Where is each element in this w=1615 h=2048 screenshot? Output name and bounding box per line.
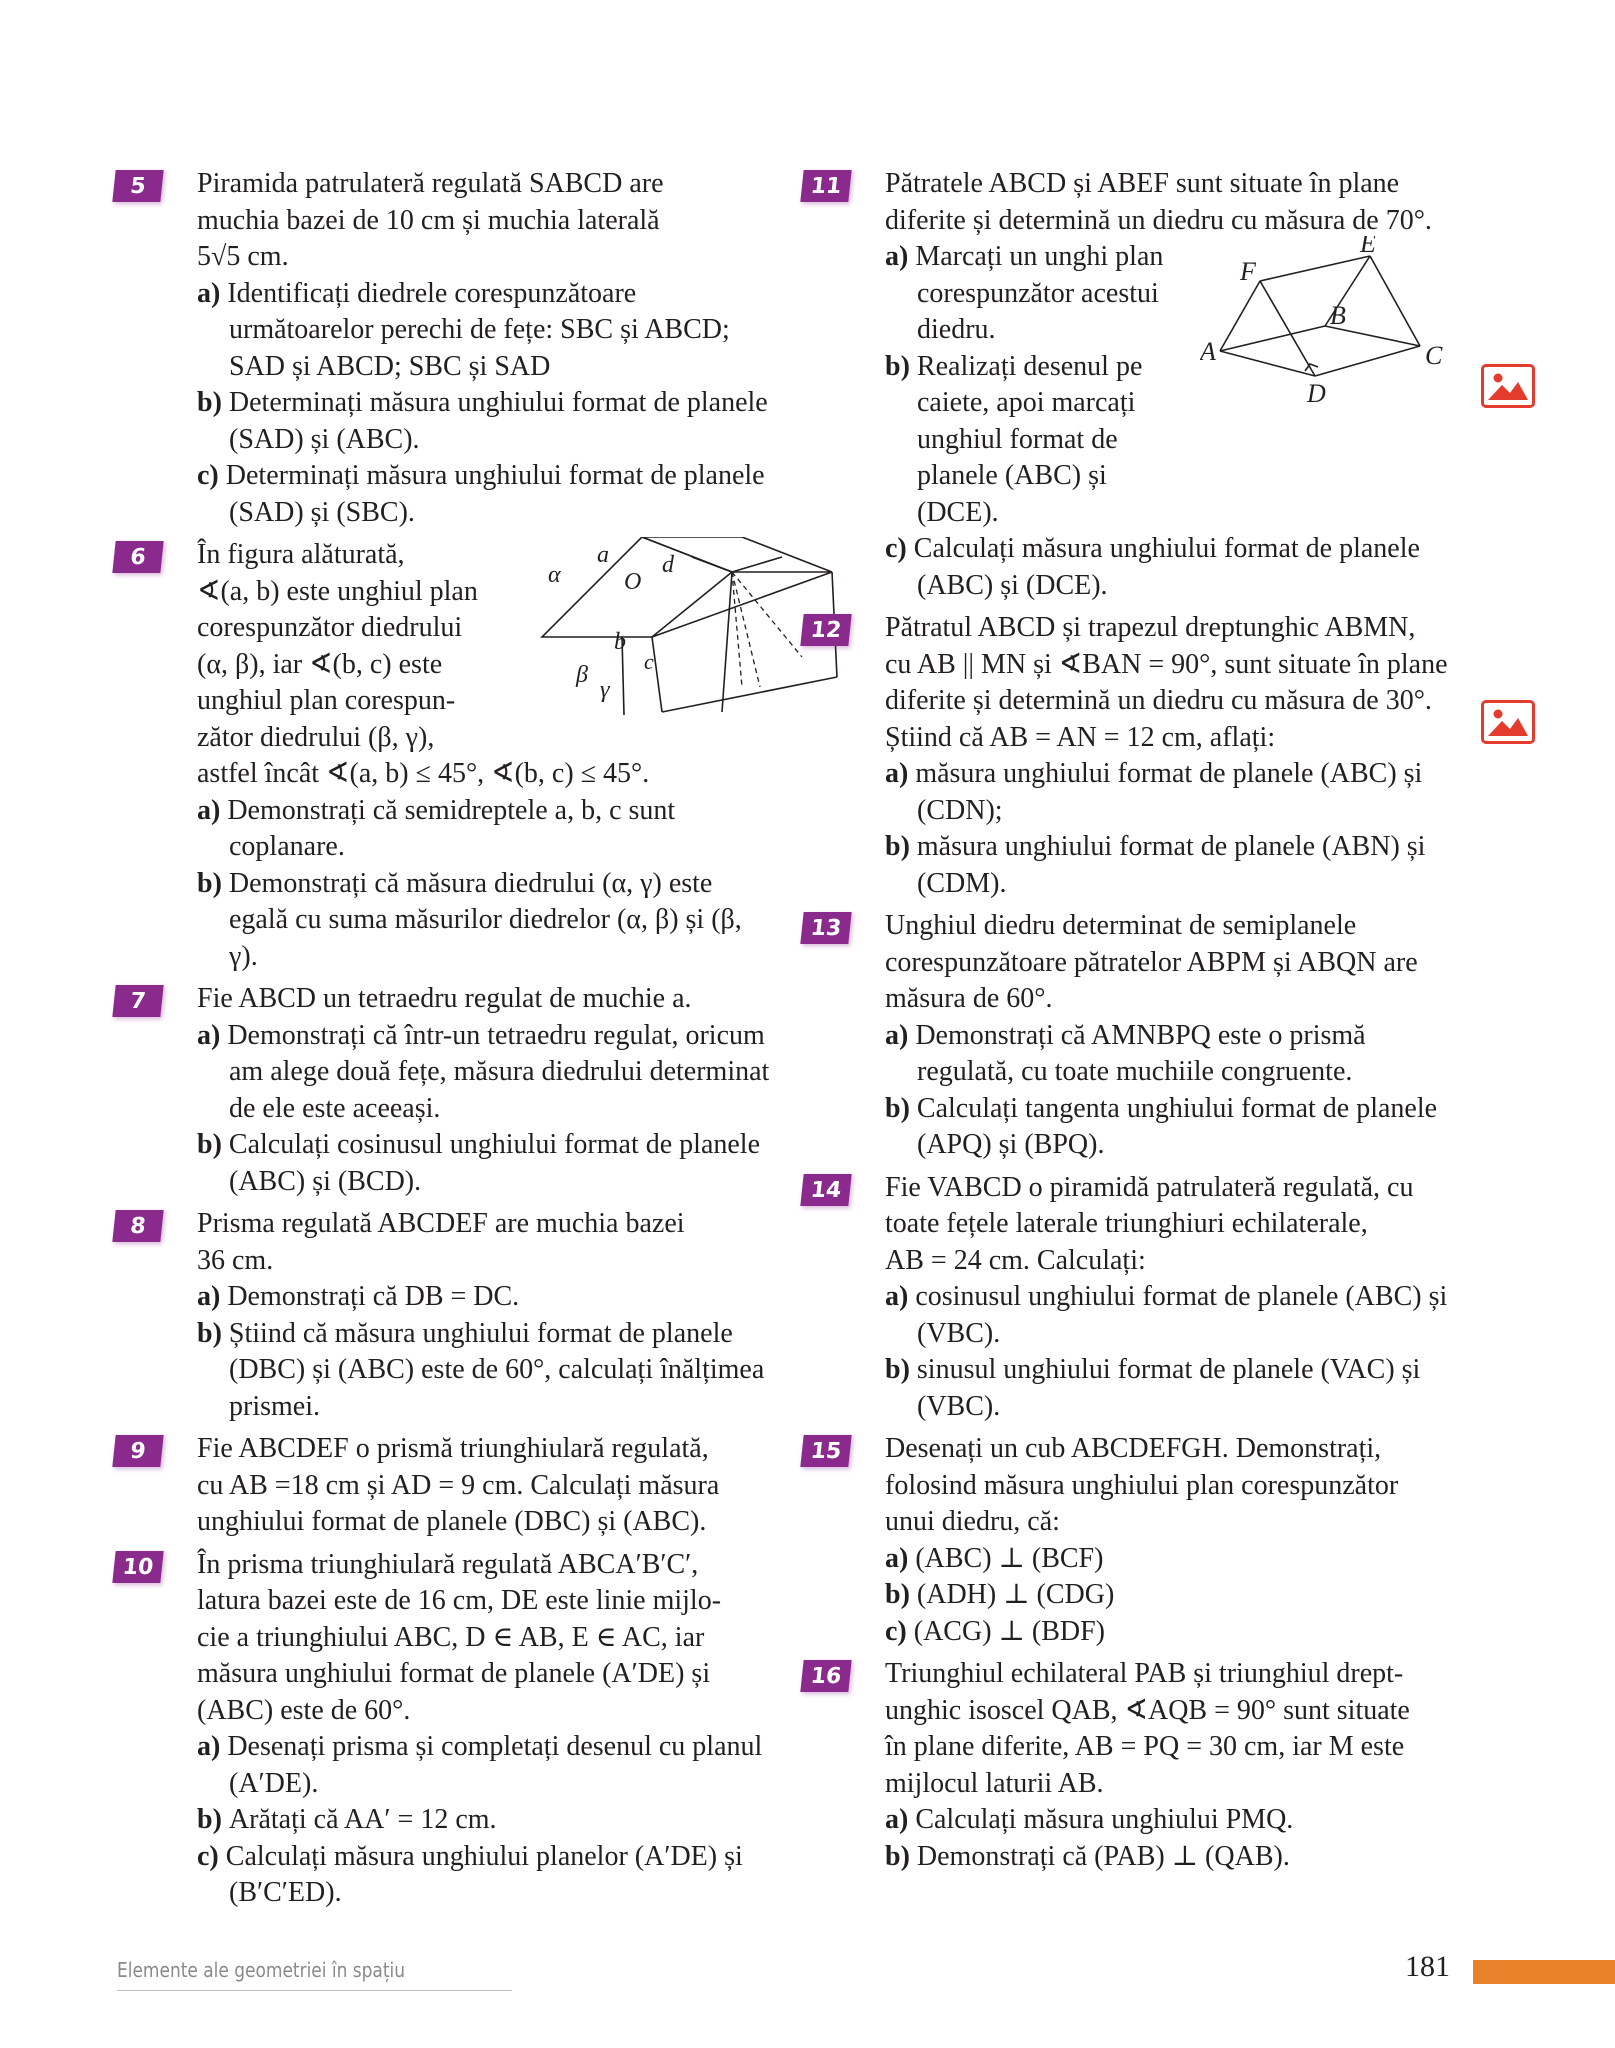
exercise-text: mijlocul laturii AB. [885,1767,1104,1799]
figure-label: α [548,562,561,588]
exercise-subpoint: b) sinusul unghiului format de planele (VAC) și (VBC). [885,1354,1421,1422]
exercise-text: 36 cm. [197,1244,274,1276]
exercise-number-badge: 5 [112,170,163,202]
exercise-text: corespunzătoare pătratelor ABPM și ABQN are [885,946,1418,978]
exercise-subpoint: b) Demonstrați că (PAB) ⊥ (QAB). [885,1840,1290,1872]
exercise-8 [112,1206,777,1425]
exercise-13 [800,908,1465,1164]
subpoint-letter: b) [885,1092,917,1124]
exercise-subpoint: c) (ACG) ⊥ (BDF) [885,1615,1105,1647]
exercise-text: Fie ABCD un tetraedru regulat de muchie a. [197,983,692,1014]
exercise-subpoint: a) Demonstrați că AMNBPQ este o prismă regulată, cu toate muchiile congruente. [885,1019,1366,1087]
exercise-text: (α, β), iar ∢(b, c) este [197,648,443,680]
figure-label: C [1425,341,1443,370]
exercise-number-badge: 15 [800,1435,851,1467]
exercise-text: (ABC) este de 60°. [197,1694,411,1726]
exercise-text: Unghiul diedru determinat de semiplanele [885,910,1357,941]
subpoint-letter: b) [197,867,229,899]
exercise-10 [112,1547,777,1912]
exercise-subpoint: a) Desenați prisma și completați desenul cu planul (A′DE). [197,1731,763,1799]
exercise-text: Pătratul ABCD și trapezul dreptunghic ABMN, [885,612,1416,643]
page-accent-bar [1473,1960,1615,1984]
subpoint-letter: a) [197,1731,228,1762]
exercise-text: Piramida patrulateră regulată SABCD are [197,168,664,199]
exercise-text: toate fețele laterale triunghiuri echilaterale, [885,1208,1368,1239]
exercise-text: cu AB || MN și ∢BAN = 90°, sunt situate în plane [885,648,1448,680]
exercise-15 [800,1431,1465,1650]
footer-divider [117,1990,512,1991]
subpoint-letter: b) [197,1129,229,1160]
exercise-text: diferite și determină un diedru cu măsura de 70°. [885,204,1432,236]
figure-label: γ [600,677,610,703]
exercise-subpoint: a) Demonstrați că DB = DC. [197,1281,520,1312]
exercise-text: corespunzător diedrului [197,612,463,643]
exercise-subpoint: a) (ABC) ⊥ (BCF) [885,1542,1104,1574]
exercise-subpoint: a) Demonstrați că semidreptele a, b, c sunt coplanare. [197,794,676,862]
subpoint-letter: a) [885,758,916,789]
exercise-number-badge: 12 [800,614,851,646]
exercise-subpoint: b) Demonstrați că măsura diedrului (α, γ) este egală cu suma măsurilor diedrelor (α, β) și (β, γ). [197,867,742,972]
figure-label: a [597,542,609,568]
subpoint-letter: a) [885,1281,916,1312]
exercise-number-badge: 10 [112,1551,163,1583]
exercise-subpoint: b) Calculați tangenta unghiului format de planele (APQ) și (BPQ). [885,1092,1438,1160]
figure-label: B [1330,301,1346,330]
exercise-16 [800,1656,1465,1875]
subpoint-letter: a) [197,1281,228,1312]
exercise-text: folosind măsura unghiului plan corespunzător [885,1469,1399,1501]
exercise-7 [112,981,777,1200]
exercise-number-badge: 16 [800,1660,851,1692]
exercise-text: cie a triunghiului ABC, D ∈ AB, E ∈ AC, iar [197,1621,705,1653]
exercise-text: unghic isoscel QAB, ∢AQB = 90° sunt situate [885,1694,1410,1726]
figure-label: A [1200,337,1216,366]
exercise-text: în plane diferite, AB = PQ = 30 cm, iar M este [885,1731,1405,1762]
left-column [112,166,777,1918]
exercise-14 [800,1170,1465,1426]
figure-label: c [644,649,654,674]
subpoint-letter: a) [197,1019,228,1051]
figure-label: F [1240,257,1256,286]
subpoint-letter: b) [197,387,229,418]
exercise-subpoint: b) Știind că măsura unghiului format de planele (DBC) și (ABC) este de 60°, calculați înălțimea prismei. [197,1317,765,1422]
exercise-number-badge: 8 [112,1210,163,1242]
chapter-footer: Elemente ale geometriei în spațiu [117,1958,406,1982]
exercise-5 [112,166,777,531]
exercise-number-badge: 6 [112,541,163,573]
exercise-text: măsura de 60°. [885,983,1053,1014]
exercise-text: astfel încât ∢(a, b) ≤ 45°, ∢(b, c) ≤ 45°. [197,758,650,789]
subpoint-letter: b) [197,1804,229,1835]
exercise-subpoint: c) Calculați măsura unghiului format de planele (ABC) și (DCE). [885,533,1420,601]
image-icon[interactable] [1481,364,1535,408]
exercise-number-badge: 14 [800,1174,851,1206]
figure-label: b [614,629,626,655]
exercise-subpoint: b) (ADH) ⊥ (CDG) [885,1579,1115,1610]
exercise-subpoint: a) Calculați măsura unghiului PMQ. [885,1804,1294,1835]
exercise-text: În figura alăturată, [197,539,405,570]
subpoint-letter: b) [885,1840,917,1872]
right-column [800,166,1465,1881]
exercise-12 [800,610,1465,902]
exercise-number-badge: 13 [800,912,851,944]
subpoint-letter: c) [197,1840,226,1872]
subpoint-letter: c) [885,1615,914,1647]
subpoint-letter: a) [885,1542,916,1574]
exercise-text: Triunghiul echilateral PAB și triunghiul drept- [885,1658,1404,1689]
page-number: 181 [1405,1950,1450,1983]
exercise-text: unghiului format de planele (DBC) și (ABC). [197,1506,707,1537]
exercise-text: ∢(a, b) este unghiul plan [197,575,478,607]
exercise-subpoint: b) Determinați măsura unghiului format de planele (SAD) și (ABC). [197,387,768,455]
figure-label: β [576,662,588,688]
exercise-number-badge: 11 [800,170,851,202]
subpoint-letter: c) [885,533,914,564]
exercise-text: unghiul plan corespun- [197,685,456,716]
subpoint-letter: a) [885,1804,916,1835]
subpoint-letter: b) [885,1354,917,1385]
subpoint-letter: b) [885,831,917,862]
subpoint-letter: b) [885,350,917,382]
exercise-subpoint: b) Realizați desenul pe caiete, apoi marcați unghiul format de planele (ABC) și (DCE). [885,350,1143,528]
exercise-subpoint: a) măsura unghiului format de planele (ABC) și (CDN); [885,758,1423,826]
figure-label: D [1307,379,1326,406]
exercise-subpoint: a) Identificați diedrele corespunzătoare următoarelor perechi de fețe: SBC și ABCD; SAD și ABCD; SBC și SAD [197,277,730,382]
exercise-text: muchia bazei de 10 cm și muchia laterală [197,204,660,236]
subpoint-letter: a) [197,277,228,309]
subpoint-letter: a) [885,241,916,272]
exercise-subpoint: b) Arătați că AA′ = 12 cm. [197,1804,497,1835]
exercise-text: Pătratele ABCD și ABEF sunt situate în plane [885,168,1400,199]
squares-dihedral-figure [1200,236,1460,406]
figure-label: O [624,569,642,595]
exercise-text: unui diedru, că: [885,1506,1060,1537]
subpoint-letter: b) [197,1317,229,1349]
exercise-text: Fie VABCD o piramidă patrulateră regulată, cu [885,1171,1414,1203]
figure-label: d [662,552,674,578]
exercise-text: diferite și determină un diedru cu măsura de 30°. [885,685,1432,716]
exercise-9 [112,1431,777,1541]
exercise-6 [112,537,777,975]
exercise-11 [800,166,1465,604]
subpoint-letter: b) [885,1579,917,1610]
exercise-text: zător diedrului (β, γ), [197,721,435,753]
image-icon[interactable] [1481,700,1535,744]
exercise-text: Fie ABCDEF o prismă triunghiulară regulată, [197,1433,709,1464]
exercise-text: Știind că AB = AN = 12 cm, aflați: [885,721,1276,753]
exercise-subpoint: c) Calculați măsura unghiului planelor (A′DE) și (B′C′ED). [197,1840,743,1908]
exercise-number-badge: 7 [112,985,163,1017]
exercise-text: AB = 24 cm. Calculați: [885,1244,1146,1276]
subpoint-letter: c) [197,460,226,491]
exercise-subpoint: a) Marcați un unghi plan corespunzător acestui diedru. [885,241,1164,345]
exercise-text: Prisma regulată ABCDEF are muchia bazei [197,1208,685,1239]
exercise-subpoint: b) măsura unghiului format de planele (ABN) și (CDM). [885,831,1426,899]
exercise-text: măsura unghiului format de planele (A′DE) și [197,1658,711,1689]
exercise-subpoint: c) Determinați măsura unghiului format de planele (SAD) și (SBC). [197,460,765,528]
exercise-subpoint: a) Demonstrați că într-un tetraedru regulat, oricum am alege două fețe, măsura diedrului determinat de ele este aceeași. [197,1019,770,1124]
figure-label: E [1360,236,1376,258]
exercise-subpoint: a) cosinusul unghiului format de planele (ABC) și (VBC). [885,1281,1448,1349]
exercise-number-badge: 9 [112,1435,163,1467]
subpoint-letter: a) [197,794,228,826]
exercise-subpoint: b) Calculați cosinusul unghiului format de planele (ABC) și (BCD). [197,1129,761,1197]
subpoint-letter: a) [885,1019,916,1051]
exercise-text: În prisma triunghiulară regulată ABCA′B′C′, [197,1548,699,1580]
exercise-text: latura bazei este de 16 cm, DE este linie mijlo- [197,1585,722,1616]
exercise-text: Desenați un cub ABCDEFGH. Demonstrați, [885,1433,1382,1464]
exercise-text: 5√5 cm. [197,241,289,272]
exercise-text: cu AB =18 cm și AD = 9 cm. Calculați măsura [197,1469,720,1501]
